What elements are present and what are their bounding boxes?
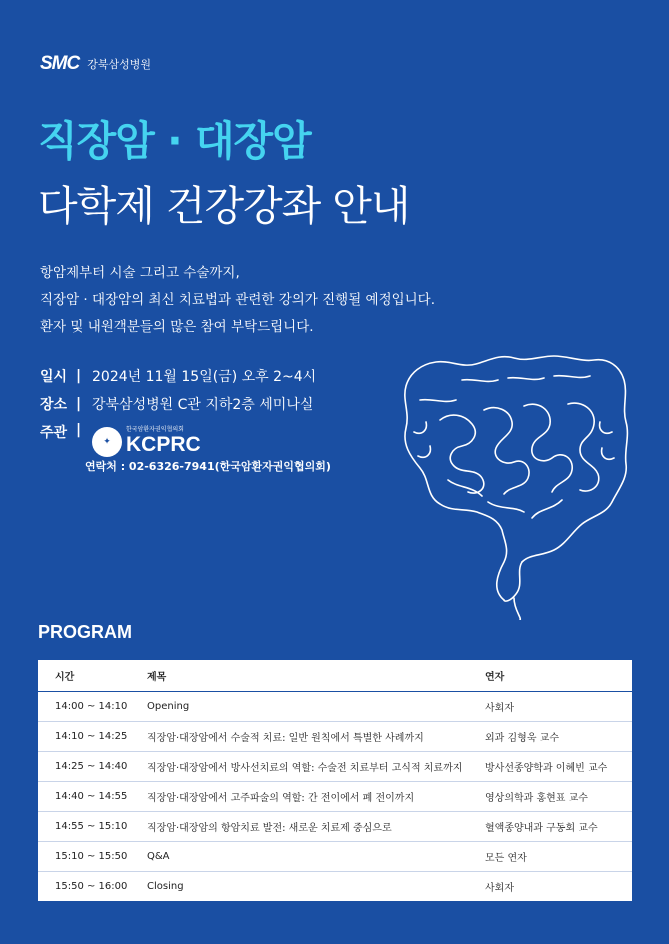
header-time: 시간 <box>38 660 147 692</box>
title-line1: 직장암 · 대장암 <box>38 117 311 165</box>
table-row <box>38 752 632 782</box>
row-time: 14:55 ~ 15:10 <box>38 812 147 842</box>
row-time: 14:25 ~ 14:40 <box>38 752 147 782</box>
program-table <box>38 660 632 901</box>
smc-logo: SMC <box>40 53 80 74</box>
table-row <box>38 782 632 812</box>
table-row <box>38 722 632 752</box>
event-info <box>40 362 317 456</box>
intro-line: 환자 및 내원객분들의 많은 참여 부탁드립니다. <box>40 319 314 335</box>
header-speaker: 연자 <box>485 660 632 692</box>
date-label: 일시 <box>40 369 68 385</box>
row-time: 14:10 ~ 14:25 <box>38 722 147 752</box>
row-speaker: 영상의학과 홍현표 교수 <box>485 782 632 812</box>
separator: | <box>76 368 82 384</box>
place-row <box>40 390 316 418</box>
kcprc-name-small: 한국암환자권익협의회 <box>126 426 184 433</box>
row-speaker: 모든 연자 <box>485 842 632 872</box>
table-row <box>38 842 632 872</box>
kcprc-logo <box>92 426 201 457</box>
contact-info: 연락처 : 02-6326-7941(한국암환자권익협의회) <box>85 460 331 473</box>
intro-line: 항암제부터 시술 그리고 수술까지, <box>40 265 240 281</box>
table-row <box>38 692 632 722</box>
table-row <box>38 872 632 902</box>
row-time: 15:50 ~ 16:00 <box>38 872 147 902</box>
table-row <box>38 812 632 842</box>
row-speaker: 방사선종양학과 이혜빈 교수 <box>485 752 632 782</box>
program-title: PROGRAM <box>38 622 132 642</box>
hospital-name: 강북삼성병원 <box>87 58 151 71</box>
intro-line: 직장암 · 대장암의 최신 치료법과 관련한 강의가 진행될 예정입니다. <box>40 292 436 308</box>
colon-illustration-icon <box>392 340 637 620</box>
date-row <box>40 362 316 390</box>
row-time: 14:00 ~ 14:10 <box>55 701 128 712</box>
title-line2: 다학제 건강강좌 안내 <box>38 182 410 230</box>
row-topic: 직장암·대장암의 항암치료 발전: 새로운 치료제 중심으로 <box>147 812 485 842</box>
row-speaker: 사회자 <box>485 703 514 714</box>
place-label: 장소 <box>40 397 68 413</box>
table-header-row <box>38 660 632 692</box>
row-topic: Opening <box>147 701 190 712</box>
header-logo <box>40 53 151 75</box>
place-value: 강북삼성병원 C관 지하2층 세미나실 <box>92 397 314 413</box>
host-row <box>40 418 316 456</box>
row-topic: 직장암·대장암에서 수술적 치료: 일반 원칙에서 특별한 사례까지 <box>147 722 485 752</box>
row-topic: Q&A <box>147 842 485 872</box>
separator: | <box>76 396 82 412</box>
row-speaker: 사회자 <box>485 872 632 902</box>
row-time: 14:40 ~ 14:55 <box>38 782 147 812</box>
row-speaker: 외과 김형욱 교수 <box>485 722 632 752</box>
row-topic: Closing <box>147 872 485 902</box>
kcprc-name: KCPRC <box>126 433 201 456</box>
header-topic: 제목 <box>147 660 485 692</box>
kcprc-emblem-icon: ✦ <box>92 427 122 457</box>
row-speaker: 혈액종양내과 구동회 교수 <box>485 812 632 842</box>
row-time: 15:10 ~ 15:50 <box>38 842 147 872</box>
separator: | <box>76 422 82 438</box>
intro-text <box>40 260 435 341</box>
date-value: 2024년 11월 15일(금) 오후 2~4시 <box>92 369 317 385</box>
host-label: 주관 <box>40 425 68 441</box>
row-topic: 직장암·대장암에서 방사선치료의 역할: 수술전 치료부터 고식적 치료까지 <box>147 752 485 782</box>
row-topic: 직장암·대장암에서 고주파술의 역할: 간 전이에서 폐 전이까지 <box>147 782 485 812</box>
